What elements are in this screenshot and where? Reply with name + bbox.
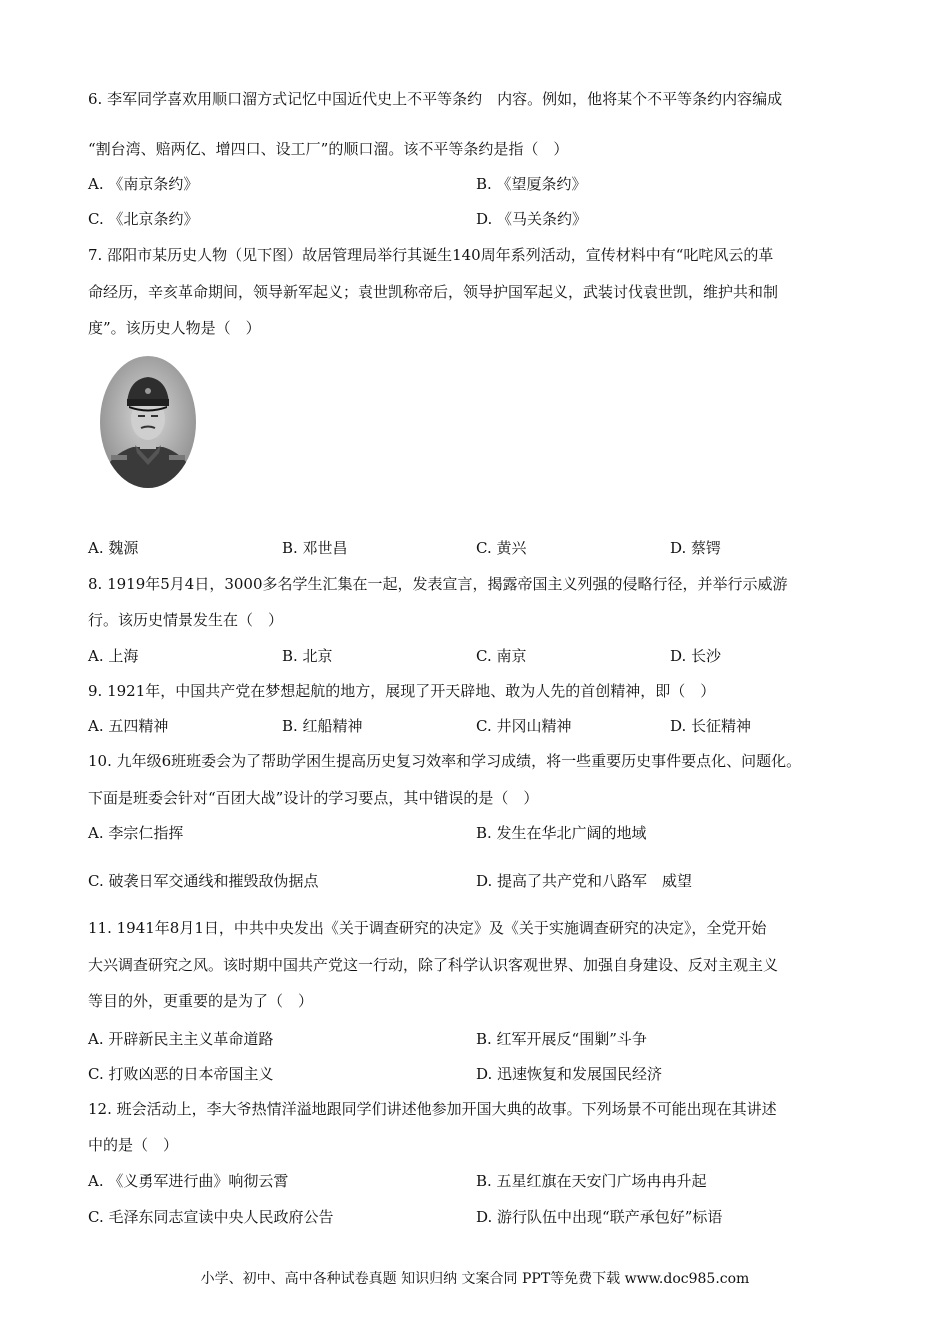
q11-stem-line3: 等目的外，更重要的是为了（ ）	[88, 992, 314, 1010]
q9-stem-line1: 9. 1921年，中国共产党在梦想起航的地方，展现了开天辟地、敢为人先的首创精神，即（ ）	[88, 682, 716, 700]
q6-option-d: D. 《马关条约》	[476, 210, 588, 228]
q11-option-c: C. 打败凶恶的日本帝国主义	[88, 1065, 274, 1083]
q8-option-c: C. 南京	[476, 647, 527, 665]
portrait-photo	[99, 355, 197, 489]
q12-stem-line2: 中的是（ ）	[88, 1136, 179, 1154]
q6-stem-line1: 6. 李军同学喜欢用顺口溜方式记忆中国近代史上不平等条约 内容。例如，他将某个不平等条约内容编成	[88, 90, 783, 108]
q6-option-c: C. 《北京条约》	[88, 210, 199, 228]
q10-stem-line1: 10. 九年级6班班委会为了帮助学困生提高历史复习效率和学习成绩，将一些重要历史事件要点化、问题化。	[88, 752, 802, 770]
q7-stem-line3: 度”。该历史人物是（ ）	[88, 319, 261, 337]
q9-option-b: B. 红船精神	[282, 717, 363, 735]
q11-stem-line2: 大兴调查研究之风。该时期中国共产党这一行动，除了科学认识客观世界、加强自身建设、反对主观主义	[88, 956, 779, 974]
q12-option-c: C. 毛泽东同志宣读中央人民政府公告	[88, 1208, 334, 1226]
q9-option-a: A. 五四精神	[88, 717, 169, 735]
q12-option-a: A. 《义勇军进行曲》响彻云霄	[88, 1172, 289, 1190]
q6-option-b: B. 《望厦条约》	[476, 175, 587, 193]
q11-option-a: A. 开辟新民主主义革命道路	[88, 1030, 274, 1048]
q8-option-b: B. 北京	[282, 647, 333, 665]
q10-stem-line2: 下面是班委会针对“百团大战”设计的学习要点，其中错误的是（ ）	[88, 789, 539, 807]
q10-option-a: A. 李宗仁指挥	[88, 824, 184, 842]
q10-option-b: B. 发生在华北广阔的地域	[476, 824, 647, 842]
q12-option-b: B. 五星红旗在天安门广场冉冉升起	[476, 1172, 707, 1190]
q7-option-d: D. 蔡锷	[670, 539, 722, 557]
page-footer: 小学、初中、高中各种试卷真题 知识归纳 文案合同 PPT等免费下载 www.doc985.com	[200, 1271, 750, 1287]
q8-stem-line2: 行。该历史情景发生在（ ）	[88, 611, 284, 629]
q8-option-a: A. 上海	[88, 647, 139, 665]
q8-stem-line1: 8. 1919年5月4日，3000多名学生汇集在一起，发表宣言，揭露帝国主义列强的侵略行径，并举行示威游	[88, 575, 788, 593]
q9-option-c: C. 井冈山精神	[476, 717, 572, 735]
q12-stem-line1: 12. 班会活动上，李大爷热情洋溢地跟同学们讲述他参加开国大典的故事。下列场景不可能出现在其讲述	[88, 1100, 777, 1118]
q6-option-a: A. 《南京条约》	[88, 175, 199, 193]
q11-option-d: D. 迅速恢复和发展国民经济	[476, 1065, 663, 1083]
q7-stem-line1: 7. 邵阳市某历史人物（见下图）故居管理局举行其诞生140周年系列活动，宣传材料中有“叱咤风云的革	[88, 246, 774, 264]
q6-stem-line2: “割台湾、赔两亿、增四口、设工厂”的顺口溜。该不平等条约是指（ ）	[88, 140, 569, 158]
q10-option-c: C. 破袭日军交通线和摧毁敌伪据点	[88, 872, 319, 890]
q11-option-b: B. 红军开展反“围剿”斗争	[476, 1030, 647, 1048]
q8-option-d: D. 长沙	[670, 647, 722, 665]
q7-option-b: B. 邓世昌	[282, 539, 348, 557]
q7-option-c: C. 黄兴	[476, 539, 527, 557]
q7-stem-line2: 命经历，辛亥革命期间，领导新军起义；袁世凯称帝后，领导护国军起义，武装讨伐袁世凯，维护共和制	[88, 283, 779, 301]
q12-option-d: D. 游行队伍中出现“联产承包好”标语	[476, 1208, 723, 1226]
q7-option-a: A. 魏源	[88, 539, 139, 557]
q9-option-d: D. 长征精神	[670, 717, 752, 735]
q11-stem-line1: 11. 1941年8月1日，中共中央发出《关于调查研究的决定》及《关于实施调查研究的决定》，全党开始	[88, 919, 767, 937]
q10-option-d: D. 提高了共产党和八路军 威望	[476, 872, 693, 890]
